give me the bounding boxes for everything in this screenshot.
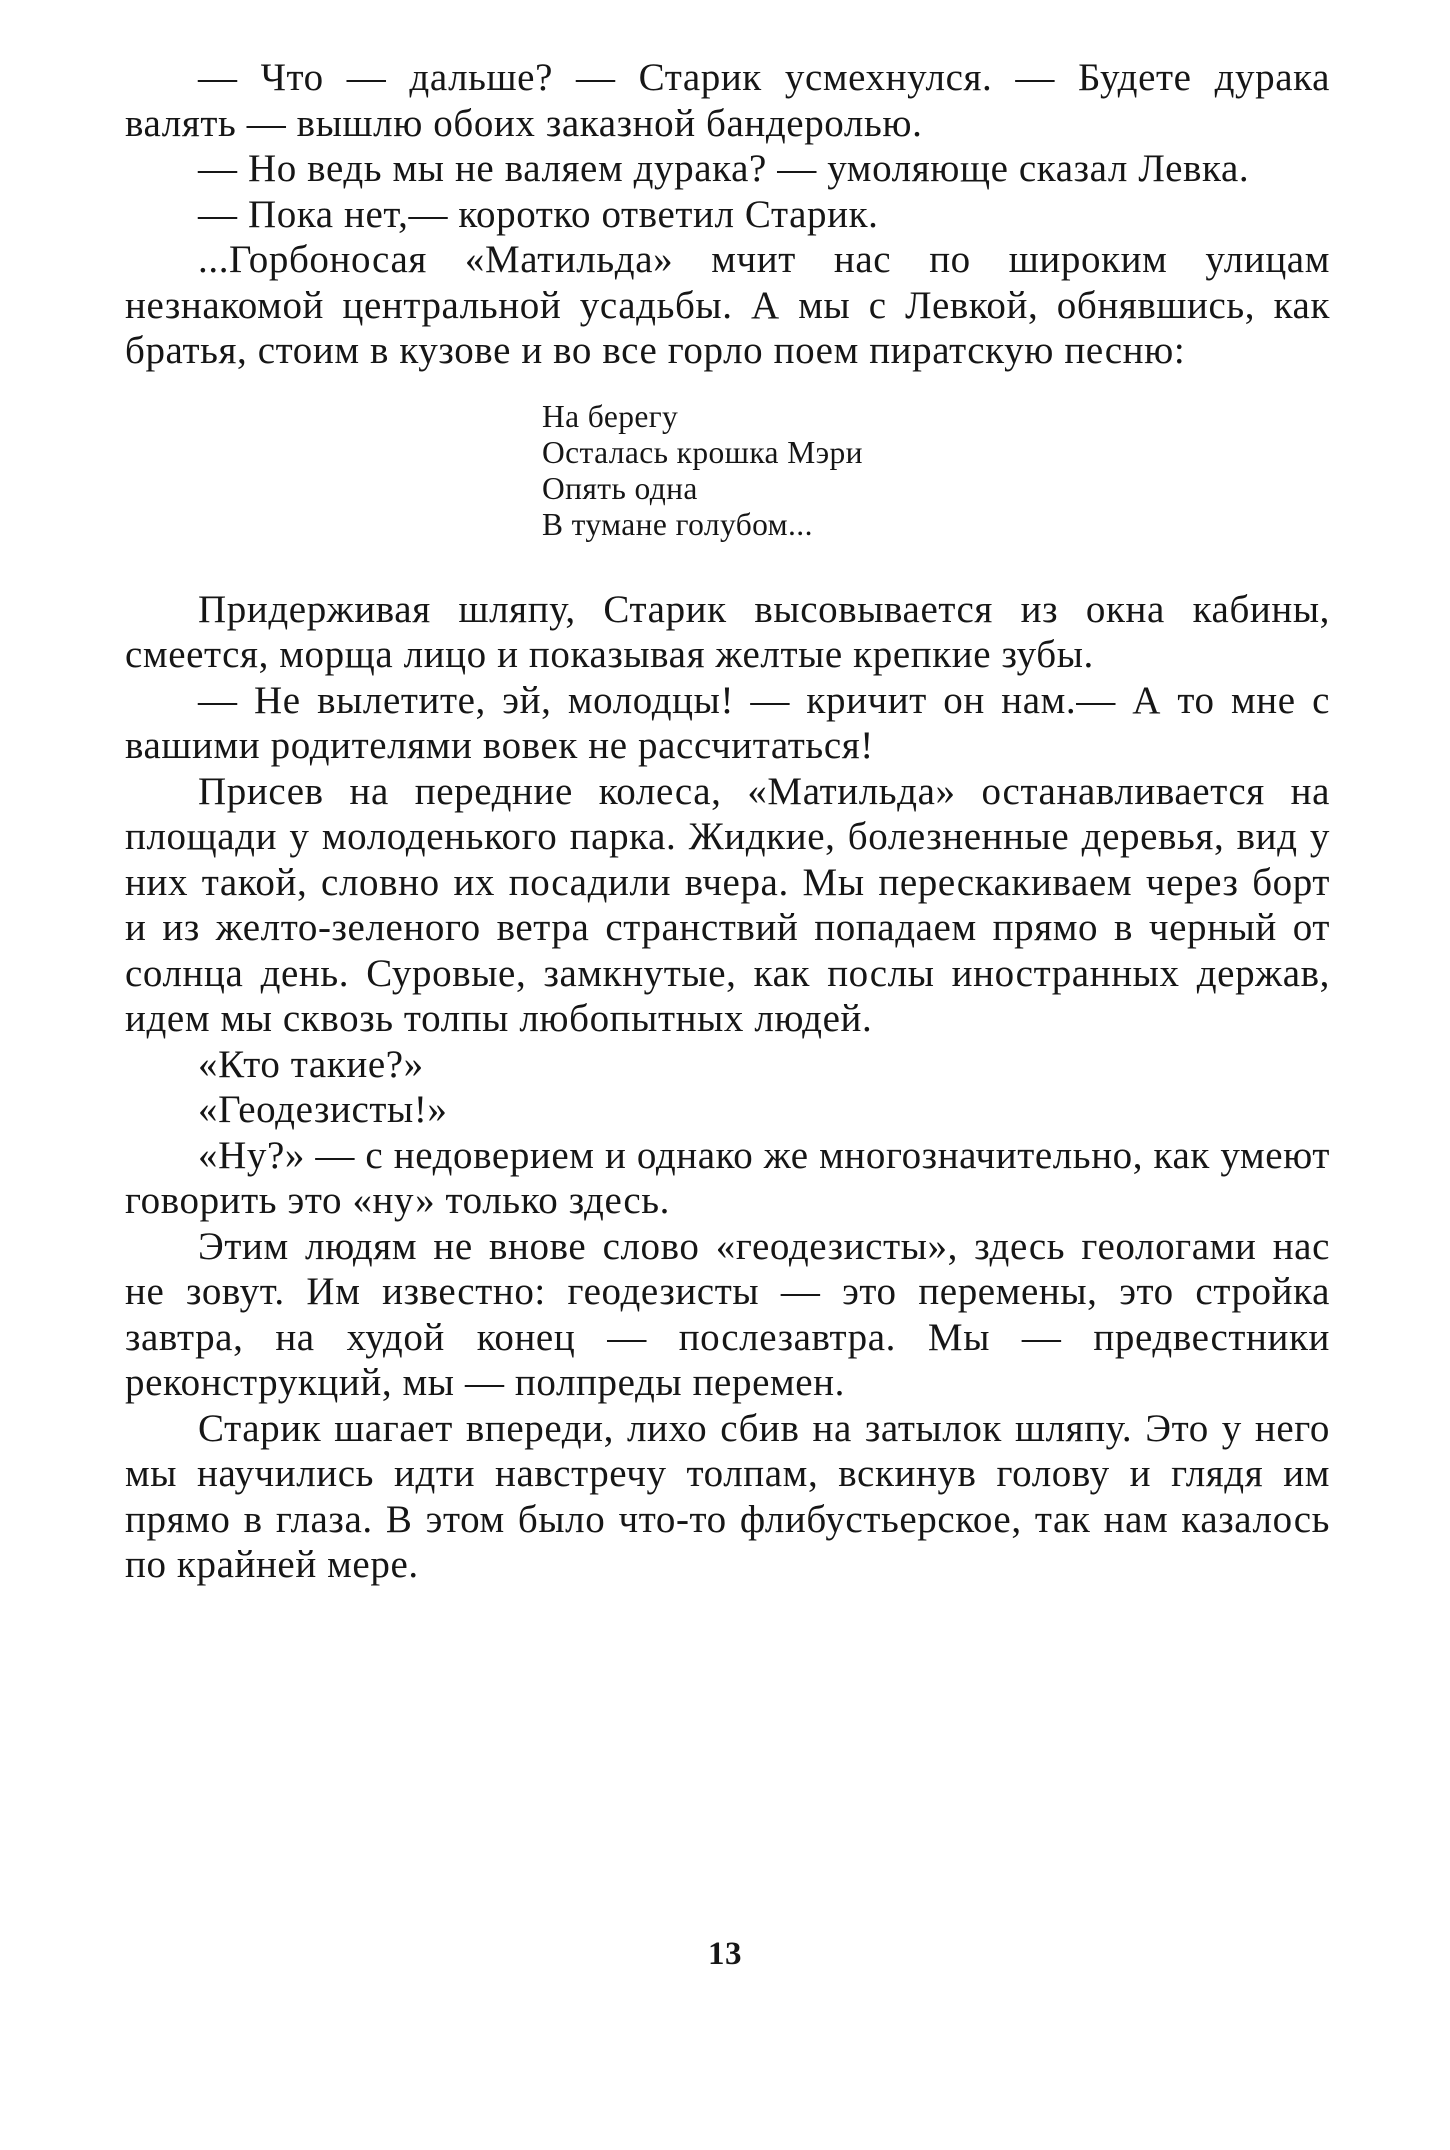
poem-line: На берегу: [542, 398, 679, 434]
paragraph: Старик шагает впереди, лихо сбив на затылок шляпу. Это у него мы научились идти навстречу толпам, вскинув голову и глядя им прямо в глаза. В этом было что-то флибустьерское, так нам казалось по крайней мере.: [125, 1406, 1330, 1586]
paragraph: — Но ведь мы не валяем дурака? — умоляюще сказал Левка.: [198, 147, 1250, 190]
poem-line: В тумане голубом...: [542, 506, 813, 542]
poem-excerpt: [542, 399, 1330, 543]
paragraph: Присев на передние колеса, «Матильда» останавливается на площади у молоденького парка. Жидкие, болезненные деревья, вид у них такой, словно их посадили вчера. Мы перескакиваем через борт и из желто-зеленого ветра странствий попадаем прямо в черный от солнца день. Суровые, замкнутые, как послы иностранных держав, идем мы сквозь толпы любопытных людей.: [125, 769, 1330, 1040]
paragraph: «Геодезисты!»: [198, 1088, 448, 1131]
paragraph: Придерживая шляпу, Старик высовывается из окна кабины, смеется, морща лицо и показывая желтые крепкие зубы.: [125, 587, 1330, 676]
poem-line: Опять одна: [542, 470, 698, 506]
page-text: [125, 55, 1330, 1588]
paragraph: ...Горбоносая «Матильда» мчит нас по широким улицам незнакомой центральной усадьбы. А мы с Левкой, обнявшись, как братья, стоим в кузове и во все горло поем пиратскую песню:: [125, 238, 1330, 372]
page-number: 13: [708, 1936, 742, 1972]
paragraph: — Пока нет,— коротко ответил Старик.: [198, 192, 879, 236]
paragraph: «Ну?» — с недоверием и однако же многозначительно, как умеют говорить это «ну» только здесь.: [125, 1133, 1330, 1222]
paragraph: — Не вылетите, эй, молодцы! — кричит он нам.— А то мне с вашими родителями вовек не рассчитаться!: [125, 678, 1330, 767]
paragraph: — Что — дальше? — Старик усмехнулся. — Будете дурака валять — вышлю обоих заказной бандеролью.: [125, 56, 1330, 145]
paragraph: Этим людям не внове слово «геодезисты», здесь геологами нас не зовут. Им известно: геодезисты — это перемены, это стройка завтра, на худой конец — послезавтра. Мы — предвестники реконструкций, мы — полпреды перемен.: [125, 1224, 1330, 1404]
paragraph: «Кто такие?»: [198, 1042, 424, 1086]
poem-line: Осталась крошка Мэри: [542, 434, 863, 470]
